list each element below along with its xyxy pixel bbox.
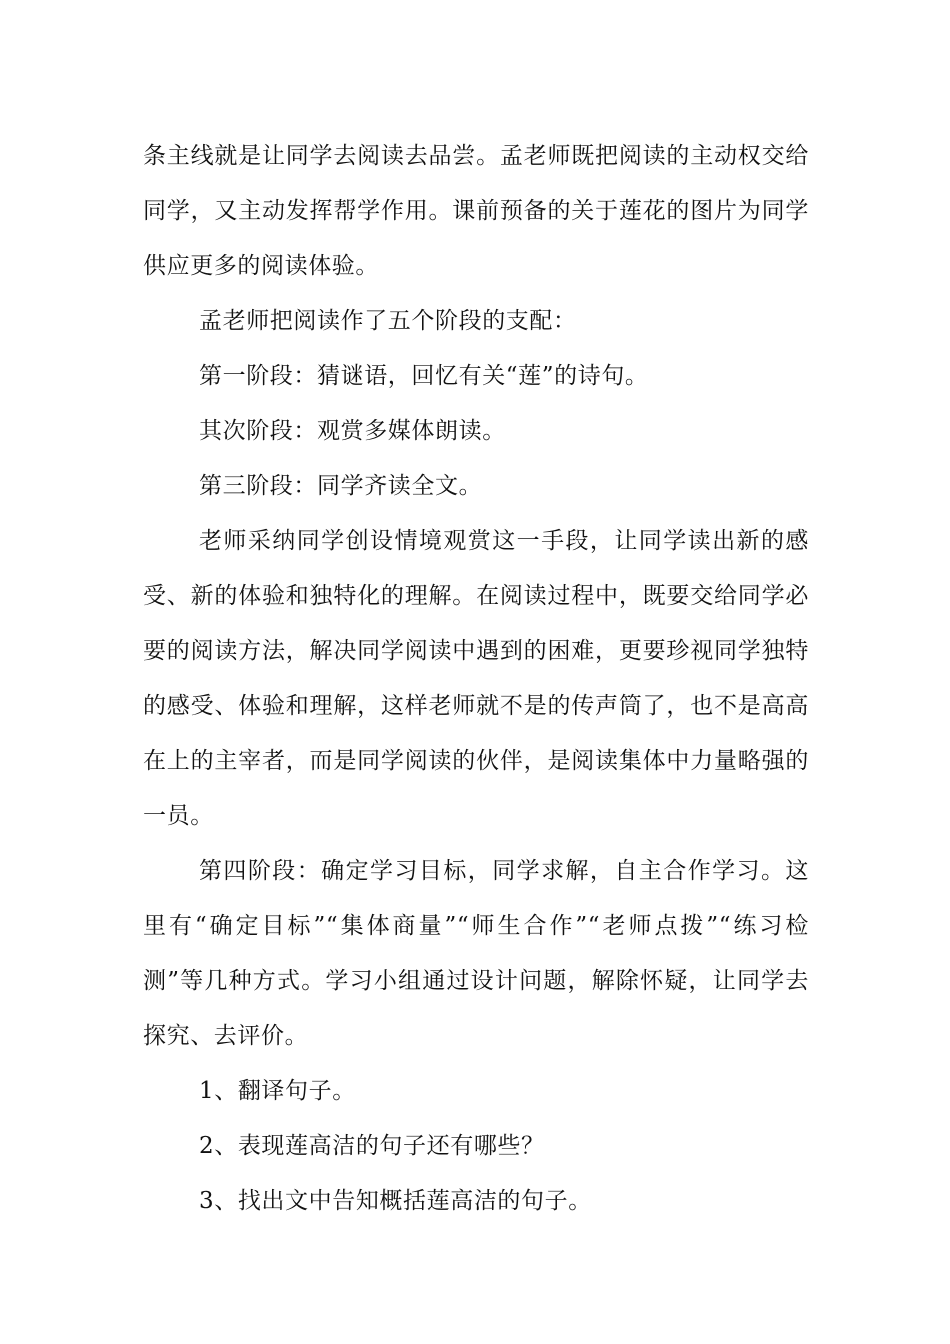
paragraph-stage-4: 第四阶段：确定学习目标，同学求解，自主合作学习。这里有“确定目标”“集体商量”“师生合作”“老师点拨”“练习检测”等几种方式。学习小组通过设计问题，解除怀疑，让同学去探究、去评价。: [143, 858, 809, 1049]
paragraph-stages-intro: 孟老师把阅读作了五个阶段的支配：: [199, 308, 577, 334]
paragraph-stage-1: 第一阶段：猜谜语，回忆有关“莲”的诗句。: [199, 363, 649, 389]
paragraph-continuation: 条主线就是让同学去阅读去品尝。孟老师既把阅读的主动权交给同学，又主动发挥帮学作用。课前预备的关于莲花的图片为同学供应更多的阅读体验。: [143, 143, 809, 279]
paragraph-teacher-method: 老师采纳同学创设情境观赏这一手段，让同学读出新的感受、新的体验和独特化的理解。在阅读过程中，既要交给同学必要的阅读方法，解决同学阅读中遇到的困难，更要珍视同学独特的感受、体验和理解，这样老师就不是的传声筒了，也不是高高在上的主宰者，而是同学阅读的伙伴，是阅读集体中力量略强的一员。: [143, 528, 809, 829]
paragraph-stage-2: 其次阶段：观赏多媒体朗读。: [199, 418, 506, 444]
list-item-3: 3、找出文中告知概括莲高洁的句子。: [199, 1188, 592, 1214]
document-body: [143, 129, 809, 1229]
list-item-2: 2、表现莲高洁的句子还有哪些？: [199, 1133, 545, 1159]
paragraph-stage-3: 第三阶段：同学齐读全文。: [199, 473, 483, 499]
list-item-1: 1、翻译句子。: [199, 1078, 356, 1104]
